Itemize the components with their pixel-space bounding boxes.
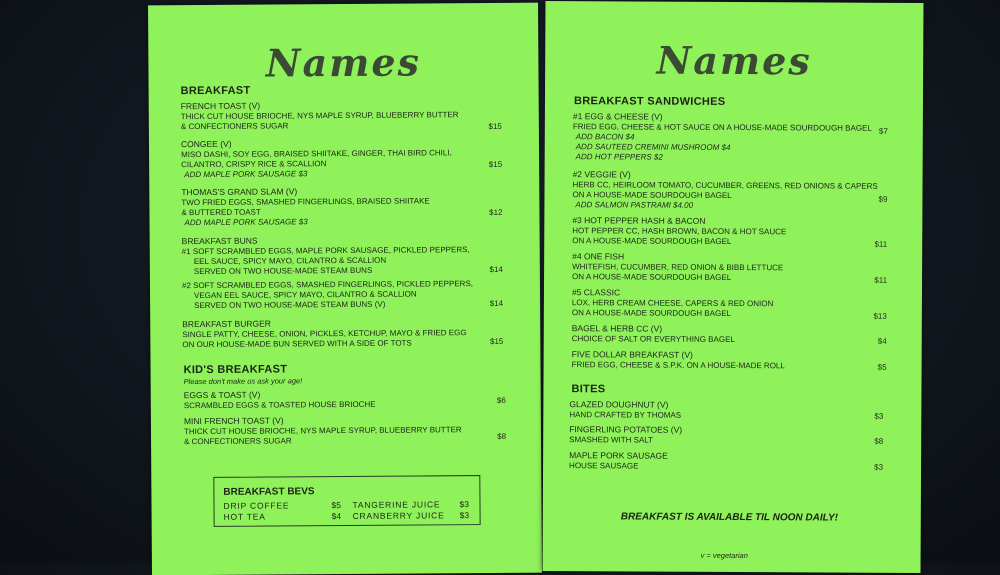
item-desc: ON A HOUSE-MADE SOURDOUGH BAGEL	[571, 308, 732, 318]
item-name: GLAZED DOUGHNUT (V)	[569, 399, 669, 410]
menu-item	[181, 185, 430, 228]
menu-item	[181, 99, 459, 132]
bites-section-title: BITES	[571, 383, 606, 396]
item-desc: WHITEFISH, CUCUMBER, RED ONION & BIBB LETTUCE	[572, 262, 784, 273]
sandwiches-section-title: BREAKFAST SANDWICHES	[573, 95, 726, 108]
item-name: BAGEL & HERB CC (V)	[571, 323, 663, 334]
item-name: FRENCH TOAST (V)	[180, 100, 261, 112]
item-desc: THICK CUT HOUSE BRIOCHE, NYS MAPLE SYRUP, BLUEBERRY BUTTER	[180, 110, 459, 122]
item-desc: ON A HOUSE-MADE SOURDOUGH BAGEL	[572, 272, 732, 282]
right-menu-sheet	[543, 1, 924, 573]
item-name: BREAKFAST BURGER	[182, 318, 271, 330]
item-price: $7	[878, 126, 888, 136]
item-desc: & CONFECTIONERS SUGAR	[184, 436, 292, 447]
menu-item	[182, 317, 466, 350]
menu-item	[569, 450, 668, 472]
item-desc: HERB CC, HEIRLOOM TOMATO, CUCUMBER, GREENS, RED ONIONS & CAPERS	[572, 180, 878, 191]
bev-name: CRANBERRY JUICE	[352, 510, 445, 521]
menu-item	[182, 234, 470, 277]
breakfast-bevs-box	[213, 475, 480, 527]
left-menu-sheet	[148, 3, 542, 575]
menu-item	[182, 279, 473, 311]
item-desc: SCRAMBLED EGGS & TOASTED HOUSE BRIOCHE	[183, 399, 376, 411]
bev-name: HOT TEA	[223, 511, 266, 522]
item-desc: HOT PEPPER CC, HASH BROWN, BACON & HOT SAUCE	[572, 226, 787, 237]
item-desc: TWO FRIED EGGS, SMASHED FINGERLINGS, BRAISED SHIITAKE	[181, 196, 430, 208]
item-addon: ADD SALMON PASTRAMI $4.00	[575, 200, 694, 210]
item-addon: ADD BACON $4	[575, 132, 635, 142]
item-price: $15	[489, 336, 504, 346]
bev-name: DRIP COFFEE	[223, 500, 290, 511]
item-price: $14	[489, 298, 504, 308]
item-name: MAPLE PORK SAUSAGE	[569, 450, 668, 461]
restaurant-logo: Names	[656, 37, 812, 84]
item-desc: MISO DASHI, SOY EGG, BRAISED SHIITAKE, GINGER, THAI BIRD CHILI,	[181, 148, 452, 160]
item-name: #4 ONE FISH	[572, 251, 625, 262]
item-desc: #1 SOFT SCRAMBLED EGGS, MAPLE PORK SAUSAGE, PICKLED PEPPERS,	[181, 245, 470, 257]
vegetarian-legend: v = vegetarian	[700, 550, 748, 561]
item-desc: SERVED ON TWO HOUSE-MADE STEAM BUNS (V)	[194, 299, 386, 311]
item-addon: ADD SAUTEED CREMINI MUSHROOM $4	[575, 142, 731, 152]
item-desc: SINGLE PATTY, CHEESE, ONION, PICKLES, KETCHUP, MAYO & FRIED EGG	[182, 328, 467, 340]
menu-item	[572, 323, 735, 345]
item-price: $9	[878, 194, 888, 204]
bev-price: $4	[331, 511, 342, 522]
item-desc: & BUTTERED TOAST	[181, 207, 261, 218]
item-price: $11	[874, 275, 888, 285]
item-price: $6	[496, 395, 506, 405]
restaurant-logo: Names	[265, 39, 422, 86]
item-desc: & CONFECTIONERS SUGAR	[180, 121, 289, 132]
item-name: #2 VEGGIE (V)	[572, 169, 631, 180]
item-name: CONGEE (V)	[180, 138, 232, 150]
kids-section-title: KID'S BREAKFAST	[183, 363, 288, 377]
item-price: $13	[873, 311, 887, 321]
item-name: FIVE DOLLAR BREAKFAST (V)	[571, 349, 693, 360]
item-price: $15	[488, 159, 503, 169]
item-desc: SERVED ON TWO HOUSE-MADE STEAM BUNS	[193, 265, 373, 277]
item-addon: ADD MAPLE PORK SAUSAGE $3	[184, 169, 308, 180]
menu-item	[572, 169, 877, 212]
bev-price: $3	[459, 499, 470, 510]
item-desc: #2 SOFT SCRAMBLED EGGS, SMASHED FINGERLINGS, PICKLED PEPPERS,	[181, 279, 474, 291]
item-desc: ON A HOUSE-MADE SOURDOUGH BAGEL	[572, 236, 732, 246]
item-name: #1 EGG & CHEESE (V)	[572, 111, 663, 122]
item-price: $14	[489, 264, 503, 274]
bev-price: $3	[459, 510, 470, 521]
item-desc: ON A HOUSE-MADE SOURDOUGH BAGEL	[572, 190, 732, 200]
menu-item	[573, 111, 872, 164]
item-price: $3	[874, 462, 884, 472]
item-price: $11	[874, 239, 888, 249]
item-name: #3 HOT PEPPER HASH & BACON	[572, 215, 706, 226]
menu-item	[572, 287, 774, 319]
menu-item	[572, 251, 783, 283]
item-price: $3	[874, 411, 884, 421]
item-name: THOMAS'S GRAND SLAM (V)	[181, 186, 298, 198]
item-desc: CHOICE OF SALT OR EVERYTHING BAGEL	[571, 334, 735, 345]
bev-price: $5	[331, 500, 342, 511]
menu-item	[569, 424, 682, 446]
item-desc: LOX, HERB CREAM CHEESE, CAPERS & RED ONION	[571, 298, 774, 309]
item-desc: THICK CUT HOUSE BRIOCHE, NYS MAPLE SYRUP, BLUEBERRY BUTTER	[183, 425, 462, 437]
menu-item	[572, 215, 786, 247]
breakfast-section-title: BREAKFAST	[180, 84, 251, 98]
item-price: $12	[489, 207, 503, 217]
item-desc: CILANTRO, CRISPY RICE & SCALLION	[181, 159, 327, 170]
item-name: FINGERLING POTATOES (V)	[569, 424, 683, 435]
item-price: $15	[488, 121, 502, 131]
kids-note: Please don't make us ask your age!	[183, 376, 303, 387]
menu-item	[181, 137, 452, 180]
item-desc: SMASHED WITH SALT	[569, 435, 654, 445]
item-name: #5 CLASSIC	[571, 287, 621, 298]
item-desc: HAND CRAFTED BY THOMAS	[569, 410, 682, 420]
bev-name: TANGERINE JUICE	[352, 499, 441, 510]
item-addon: ADD MAPLE PORK SAUSAGE $3	[184, 217, 308, 228]
menu-item	[184, 389, 376, 411]
availability-note: BREAKFAST IS AVAILABLE TIL NOON DAILY!	[620, 511, 839, 524]
item-desc: EEL SAUCE, SPICY MAYO, CILANTRO & SCALLION	[193, 255, 387, 267]
item-desc: VEGAN EEL SAUCE, SPICY MAYO, CILANTRO & SCALLION	[194, 289, 417, 301]
item-desc: HOUSE SAUSAGE	[569, 461, 639, 471]
item-price: $8	[874, 436, 884, 446]
item-name: BREAKFAST BUNS	[181, 235, 258, 247]
item-price: $4	[877, 336, 887, 346]
item-desc: ON OUR HOUSE-MADE BUN SERVED WITH A SIDE OF TOTS	[182, 338, 412, 350]
bevs-title: BREAKFAST BEVS	[223, 486, 315, 498]
item-price: $8	[497, 431, 507, 441]
item-name: MINI FRENCH TOAST (V)	[183, 415, 284, 427]
item-name: EGGS & TOAST (V)	[183, 389, 261, 401]
menu-item	[572, 349, 785, 371]
menu-item	[569, 399, 681, 421]
item-desc: FRIED EGG, CHEESE & S.P.K. ON A HOUSE-MADE ROLL	[571, 360, 785, 371]
item-desc: FRIED EGG, CHEESE & HOT SAUCE ON A HOUSE-MADE SOURDOUGH BAGEL	[572, 122, 872, 133]
item-addon: ADD HOT PEPPERS $2	[575, 152, 663, 162]
item-price: $5	[877, 362, 887, 372]
menu-item	[184, 414, 462, 447]
